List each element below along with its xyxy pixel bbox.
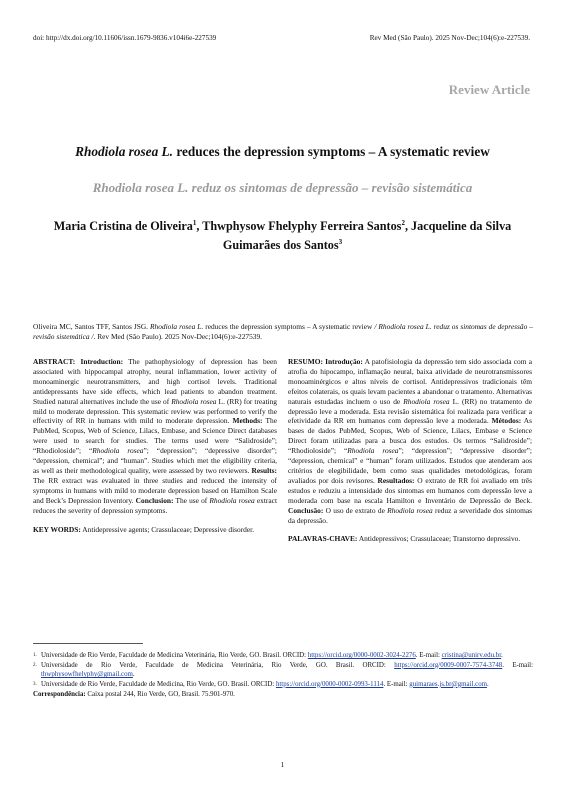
- abstract-english: [33, 357, 277, 534]
- introduction-label: Introduction:: [80, 357, 124, 366]
- author-separator: ,: [404, 219, 412, 234]
- page-number: 1: [280, 760, 285, 769]
- author-affiliation-mark: 2: [401, 219, 405, 227]
- footnote-number: 3.: [33, 681, 37, 687]
- footnote-text: [41, 661, 533, 680]
- author-affiliation-mark: 3: [338, 238, 343, 247]
- affiliation-text: Universidade de Rio Verde, Faculdade de Medicina Veterinária, Rio Verde, GO. Brasil. ORCID:: [41, 652, 308, 659]
- email-link[interactable]: guimaraes.js.br@gmail.com: [409, 680, 488, 688]
- footnotes: [33, 651, 533, 700]
- conclusion-text: reduz a severidade dos sintomas da depressão.: [288, 505, 532, 525]
- keywords-label: PALAVRAS-CHAVE:: [288, 534, 358, 544]
- methods-label: Métodos:: [491, 416, 522, 426]
- abstract-heading: ABSTRACT:: [33, 357, 81, 366]
- affiliation-text: Universidade de Rio Verde, Faculdade de Medicina Veterinária, Rio Verde, GO. Brasil. ORCID:: [41, 661, 395, 669]
- footnote-number: 1.: [33, 653, 37, 658]
- results-text: The RR extract was evaluated in three studies and reduced the intensity of symptoms in humans with mild to moderate depression based on Hamilton Scale and Beck’s Depression Inventory.: [33, 475, 277, 505]
- results-label: Resultados:: [377, 475, 415, 485]
- footnote-end: .: [487, 680, 489, 688]
- affiliation-text: Universidade de Rio Verde, Faculdade de Medicina, Rio Verde, GO. Brasil. ORCID:: [41, 680, 276, 688]
- introduction-text: The pathophysiology of depression has been associated with hippocampal atrophy, neural inflammation, lower activity of monoaminergic neurotransmitters, and high cortisol levels. Traditional antidepressants have side effects, which lead patients to abandon treatment. Studied natural alternatives include the use of: [33, 357, 278, 406]
- author-name: Thwphysow Fhelyphy Ferreira Santos: [202, 219, 402, 234]
- footnote-number: 2.: [33, 662, 37, 668]
- conclusion-text: extract reduces the severity of depression symptoms.: [33, 495, 278, 515]
- footnote-item: [33, 651, 533, 661]
- author-affiliation-mark: 1: [192, 219, 197, 227]
- introduction-text: A patofisiologia da depressão tem sido associada com a atrofia do hipocampo, inflamação neural, baixa atividade de neurotransmissores monoaminérgicos e altos níveis de cortisol. Antidepressivos tradicionais têm efeitos colaterais, os quais levam pacientes a abandonar o tratamento. Alternativas naturais estudadas incluem o uso de: [288, 357, 533, 406]
- journal-citation-header: Rev Med (São Paulo). 2025 Nov-Dec;104(6):e-227539.: [369, 34, 530, 42]
- author-separator: ,: [196, 219, 203, 234]
- correspondence-label: Correspondência:: [33, 691, 86, 699]
- author-name: Maria Cristina de Oliveira: [53, 219, 193, 234]
- citation-species: Rhodiola rosea L.: [150, 322, 204, 331]
- footnote-end: .: [132, 671, 135, 679]
- keywords-pt: [288, 534, 532, 544]
- conclusion-label: Conclusion:: [135, 495, 174, 505]
- footnote-item: [33, 661, 533, 680]
- keywords-label: KEY WORDS:: [33, 524, 81, 534]
- abstract-portuguese: [288, 357, 532, 544]
- conclusion-label: Conclusão:: [288, 505, 324, 515]
- abstract-heading: RESUMO:: [288, 357, 326, 366]
- results-text: O extrato de RR foi avaliado em três estudos e reduziu a intensidade dos sintomas em humanos com depressão leve a moderada com base na escala Hamilton e Inventário de Depressão de Beck.: [288, 475, 533, 505]
- species-name: Rhodiola rosea: [387, 505, 433, 515]
- email-label: . E-mail:: [502, 661, 533, 669]
- footnote-end: .: [501, 652, 503, 659]
- email-link[interactable]: cristina@unirv.edu.br: [441, 652, 502, 659]
- methods-text: As bases de dados PubMed, Scopus, Web of Science, Lilacs, Embase e Science Direct foram utilizadas para a busca dos estudos. Os termos “Salidroside”; “Rhodioloside”; “: [288, 416, 533, 456]
- introduction-text: L. (RR) for treating mild to moderate depression. This systematic review was performed to verify the effectivity of RR in humans with mild to moderate depression.: [33, 396, 277, 426]
- citation-block: [33, 322, 533, 342]
- methods-text: The PubMed, Scopus, Web of Science, Lilacs, Embase, and Science Direct databases were used to search for studies. The terms used were “Salidroside”; “Rhodioloside”; “: [33, 416, 277, 456]
- methods-text: ”; “depression”; “depressive disorder”; “depression, chemical” e “human” foram utilizados. Estudos que atenderam aos critérios de elegibilidade, bem como suas qualidades metodológicas, foram avaliados por dois revisores.: [288, 446, 532, 485]
- email-label: . E-mail:: [415, 652, 442, 659]
- introduction-text: L. (RR) no tratamento de depressão leve a moderada. Esta revisão sistemática foi realizada para verificar a efetividade da RR em humanos com depressão leve a moderada.: [288, 396, 532, 426]
- keywords-en: [33, 525, 277, 535]
- conclusion-text: O uso de extrato de: [323, 505, 388, 515]
- abstract-pt-body: [288, 357, 532, 525]
- results-label: Results:: [251, 465, 277, 475]
- author-name: Jacqueline da Silva Guimarães dos Santos: [222, 219, 512, 253]
- article-type-label: Review Article: [448, 82, 530, 97]
- citation-authors: Oliveira MC, Santos TFF, Santos JSG.: [33, 322, 151, 331]
- abstract-en-body: [33, 357, 277, 516]
- email-link[interactable]: thwphysowfhelyphy@gmail.com: [41, 671, 133, 679]
- orcid-link[interactable]: https://orcid.org/0000-0002-0993-1114: [275, 680, 384, 688]
- citation-journal: . Rev Med (São Paulo). 2025 Nov-Dec;104(6):e-227539.: [93, 332, 263, 341]
- footnote-text: [41, 680, 533, 690]
- keywords-text: Antidepressivos; Crassulaceae; Transtorno depressivo.: [357, 534, 521, 544]
- title-portuguese: Rhodiola rosea L. reduz os sintomas de depressão – revisão sistemática: [92, 180, 473, 195]
- species-name: Rhodiola rosea: [171, 396, 217, 406]
- citation-title-pt: / Rhodiola rosea L. reduz os sintomas de depressão – revisão sistemática /: [33, 322, 533, 341]
- email-label: . E-mail:: [383, 680, 410, 688]
- methods-label: Methods:: [232, 416, 263, 426]
- keywords-text: Antidepressive agents; Crassulaceae; Depressive disorder.: [80, 524, 255, 534]
- footnote-item: [33, 680, 533, 690]
- title-english: [0, 144, 565, 160]
- orcid-link[interactable]: https://orcid.org/0000-0002-3024-2276: [307, 652, 416, 659]
- species-name: Rhodiola rosea: [347, 446, 399, 456]
- footnote-divider: [33, 643, 143, 644]
- title-rest: reduces the depression symptoms – A systematic review: [173, 144, 490, 159]
- title-species: Rhodiola rosea L.: [75, 144, 173, 159]
- author-list: [40, 215, 525, 253]
- species-name: Rhodiola rosea: [403, 396, 450, 406]
- footnote-text: [41, 651, 533, 661]
- conclusion-text: The use of: [173, 495, 210, 505]
- species-name: Rhodiola rosea: [92, 446, 144, 456]
- correspondence-address: Caixa postal 244, Rio Verde, GO, Brasil. 75.901-970.: [85, 691, 235, 699]
- methods-text: ”; “depression”; “depressive disorder”; “depression, chemical”; and “human”. Studies which met the eligibility criteria, as well as their methodological quality, were assessed by two reviewers.: [33, 446, 277, 475]
- correspondence-line: [33, 690, 533, 700]
- doi-line: doi: http://dx.doi.org/10.11606/issn.1679-9836.v104i6e-227539: [33, 34, 217, 42]
- species-name: Rhodiola rosea: [209, 495, 255, 505]
- citation-title-en: reduces the depression symptoms – A systematic review: [203, 322, 375, 331]
- orcid-link[interactable]: https://orcid.org/0009-0007-7574-3748: [394, 661, 503, 669]
- introduction-label: Introdução:: [325, 357, 363, 366]
